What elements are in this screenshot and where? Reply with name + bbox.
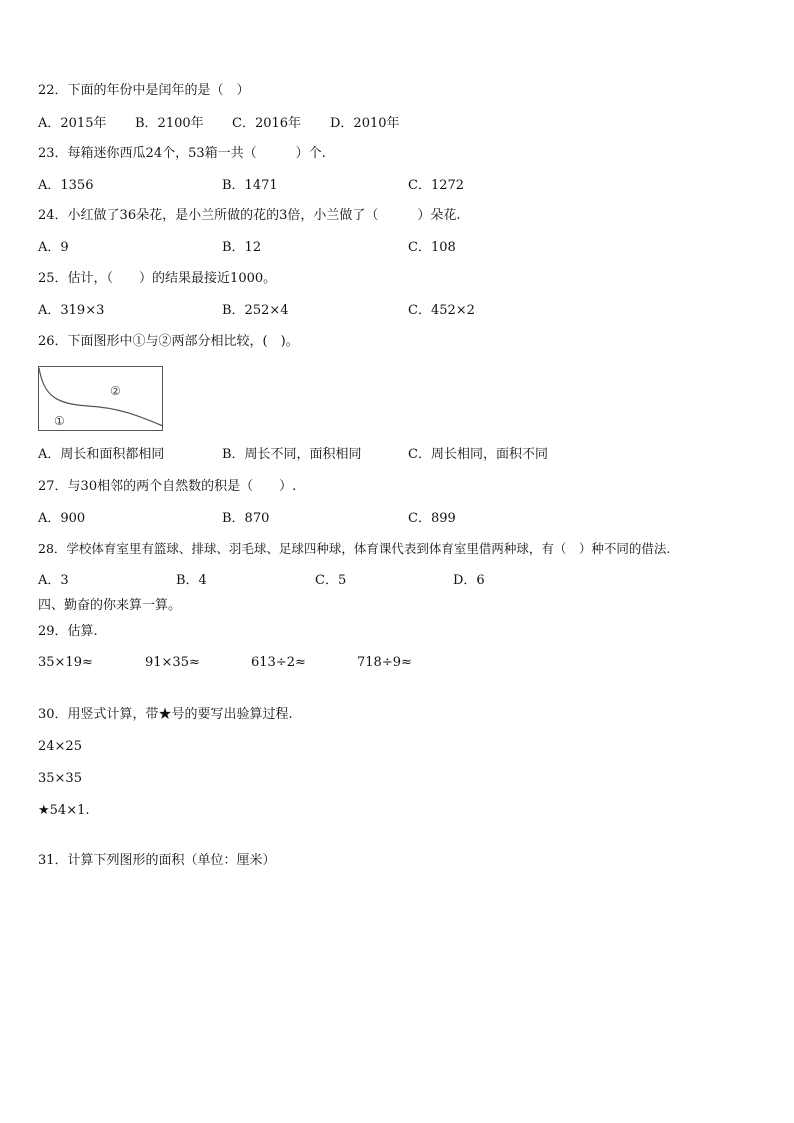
question-25-option-c: C．452×2 xyxy=(408,303,475,318)
question-22-option-d: D．2010年 xyxy=(330,116,400,131)
question-27-stem: 27．与30相邻的两个自然数的积是（ ）. xyxy=(38,479,297,494)
rectangle-curve-figure xyxy=(38,366,164,432)
question-27-option-b: B．870 xyxy=(222,511,270,526)
question-23-option-a: A．1356 xyxy=(38,178,94,193)
vertical-calc-item-1: 24×25 xyxy=(38,739,82,754)
figure-label-2: ② xyxy=(110,384,121,398)
question-26-stem: 26．下面图形中①与②两部分相比较，( )。 xyxy=(38,334,299,349)
question-22-stem: 22．下面的年份中是闰年的是（ ） xyxy=(38,83,250,98)
question-26-option-a: A．周长和面积都相同 xyxy=(38,447,165,462)
vertical-calc-item-2: 35×35 xyxy=(38,771,82,786)
question-24-stem: 24．小红做了36朵花，是小兰所做的花的3倍，小兰做了（ ）朵花. xyxy=(38,208,461,223)
estimate-item-4: 718÷9≈ xyxy=(357,655,412,670)
question-25-stem: 25．估计，（ ）的结果最接近1000。 xyxy=(38,271,277,286)
question-24-option-a: A．9 xyxy=(38,240,69,255)
question-22-option-a: A．2015年 xyxy=(38,116,107,131)
estimate-item-1: 35×19≈ xyxy=(38,655,93,670)
question-28-option-b: B．4 xyxy=(176,573,207,588)
question-24-option-b: B．12 xyxy=(222,240,262,255)
question-28-option-c: C．5 xyxy=(315,573,347,588)
question-28-option-a: A．3 xyxy=(38,573,69,588)
question-23-option-c: C．1272 xyxy=(408,178,465,193)
question-26-option-c: C．周长相同，面积不同 xyxy=(408,447,548,462)
question-23-stem: 23．每箱迷你西瓜24个，53箱一共（ ）个. xyxy=(38,146,326,161)
question-25-option-a: A．319×3 xyxy=(38,303,105,318)
question-23-option-b: B．1471 xyxy=(222,178,278,193)
estimate-item-3: 613÷2≈ xyxy=(251,655,306,670)
estimate-item-2: 91×35≈ xyxy=(145,655,200,670)
question-30-stem: 30．用竖式计算，带★号的要写出验算过程. xyxy=(38,707,293,722)
question-28-stem: 28．学校体育室里有篮球、排球、羽毛球、足球四种球，体育课代表到体育室里借两种球，有（ ）种不同的借法. xyxy=(38,541,671,556)
vertical-calc-item-3: ★54×1. xyxy=(38,803,90,818)
question-28-option-d: D．6 xyxy=(453,573,485,588)
section-4-title: 四、勤奋的你来算一算。 xyxy=(38,598,182,613)
question-27-option-c: C．899 xyxy=(408,511,456,526)
question-26-option-b: B．周长不同，面积相同 xyxy=(222,447,362,462)
question-22-option-c: C．2016年 xyxy=(232,116,302,131)
question-25-option-b: B．252×4 xyxy=(222,303,289,318)
question-31-stem: 31．计算下列图形的面积（单位：厘米） xyxy=(38,853,276,868)
question-24-option-c: C．108 xyxy=(408,240,456,255)
question-27-option-a: A．900 xyxy=(38,511,86,526)
question-29-stem: 29．估算. xyxy=(38,624,98,639)
question-22-option-b: B．2100年 xyxy=(135,116,204,131)
figure-label-1: ① xyxy=(54,414,65,428)
